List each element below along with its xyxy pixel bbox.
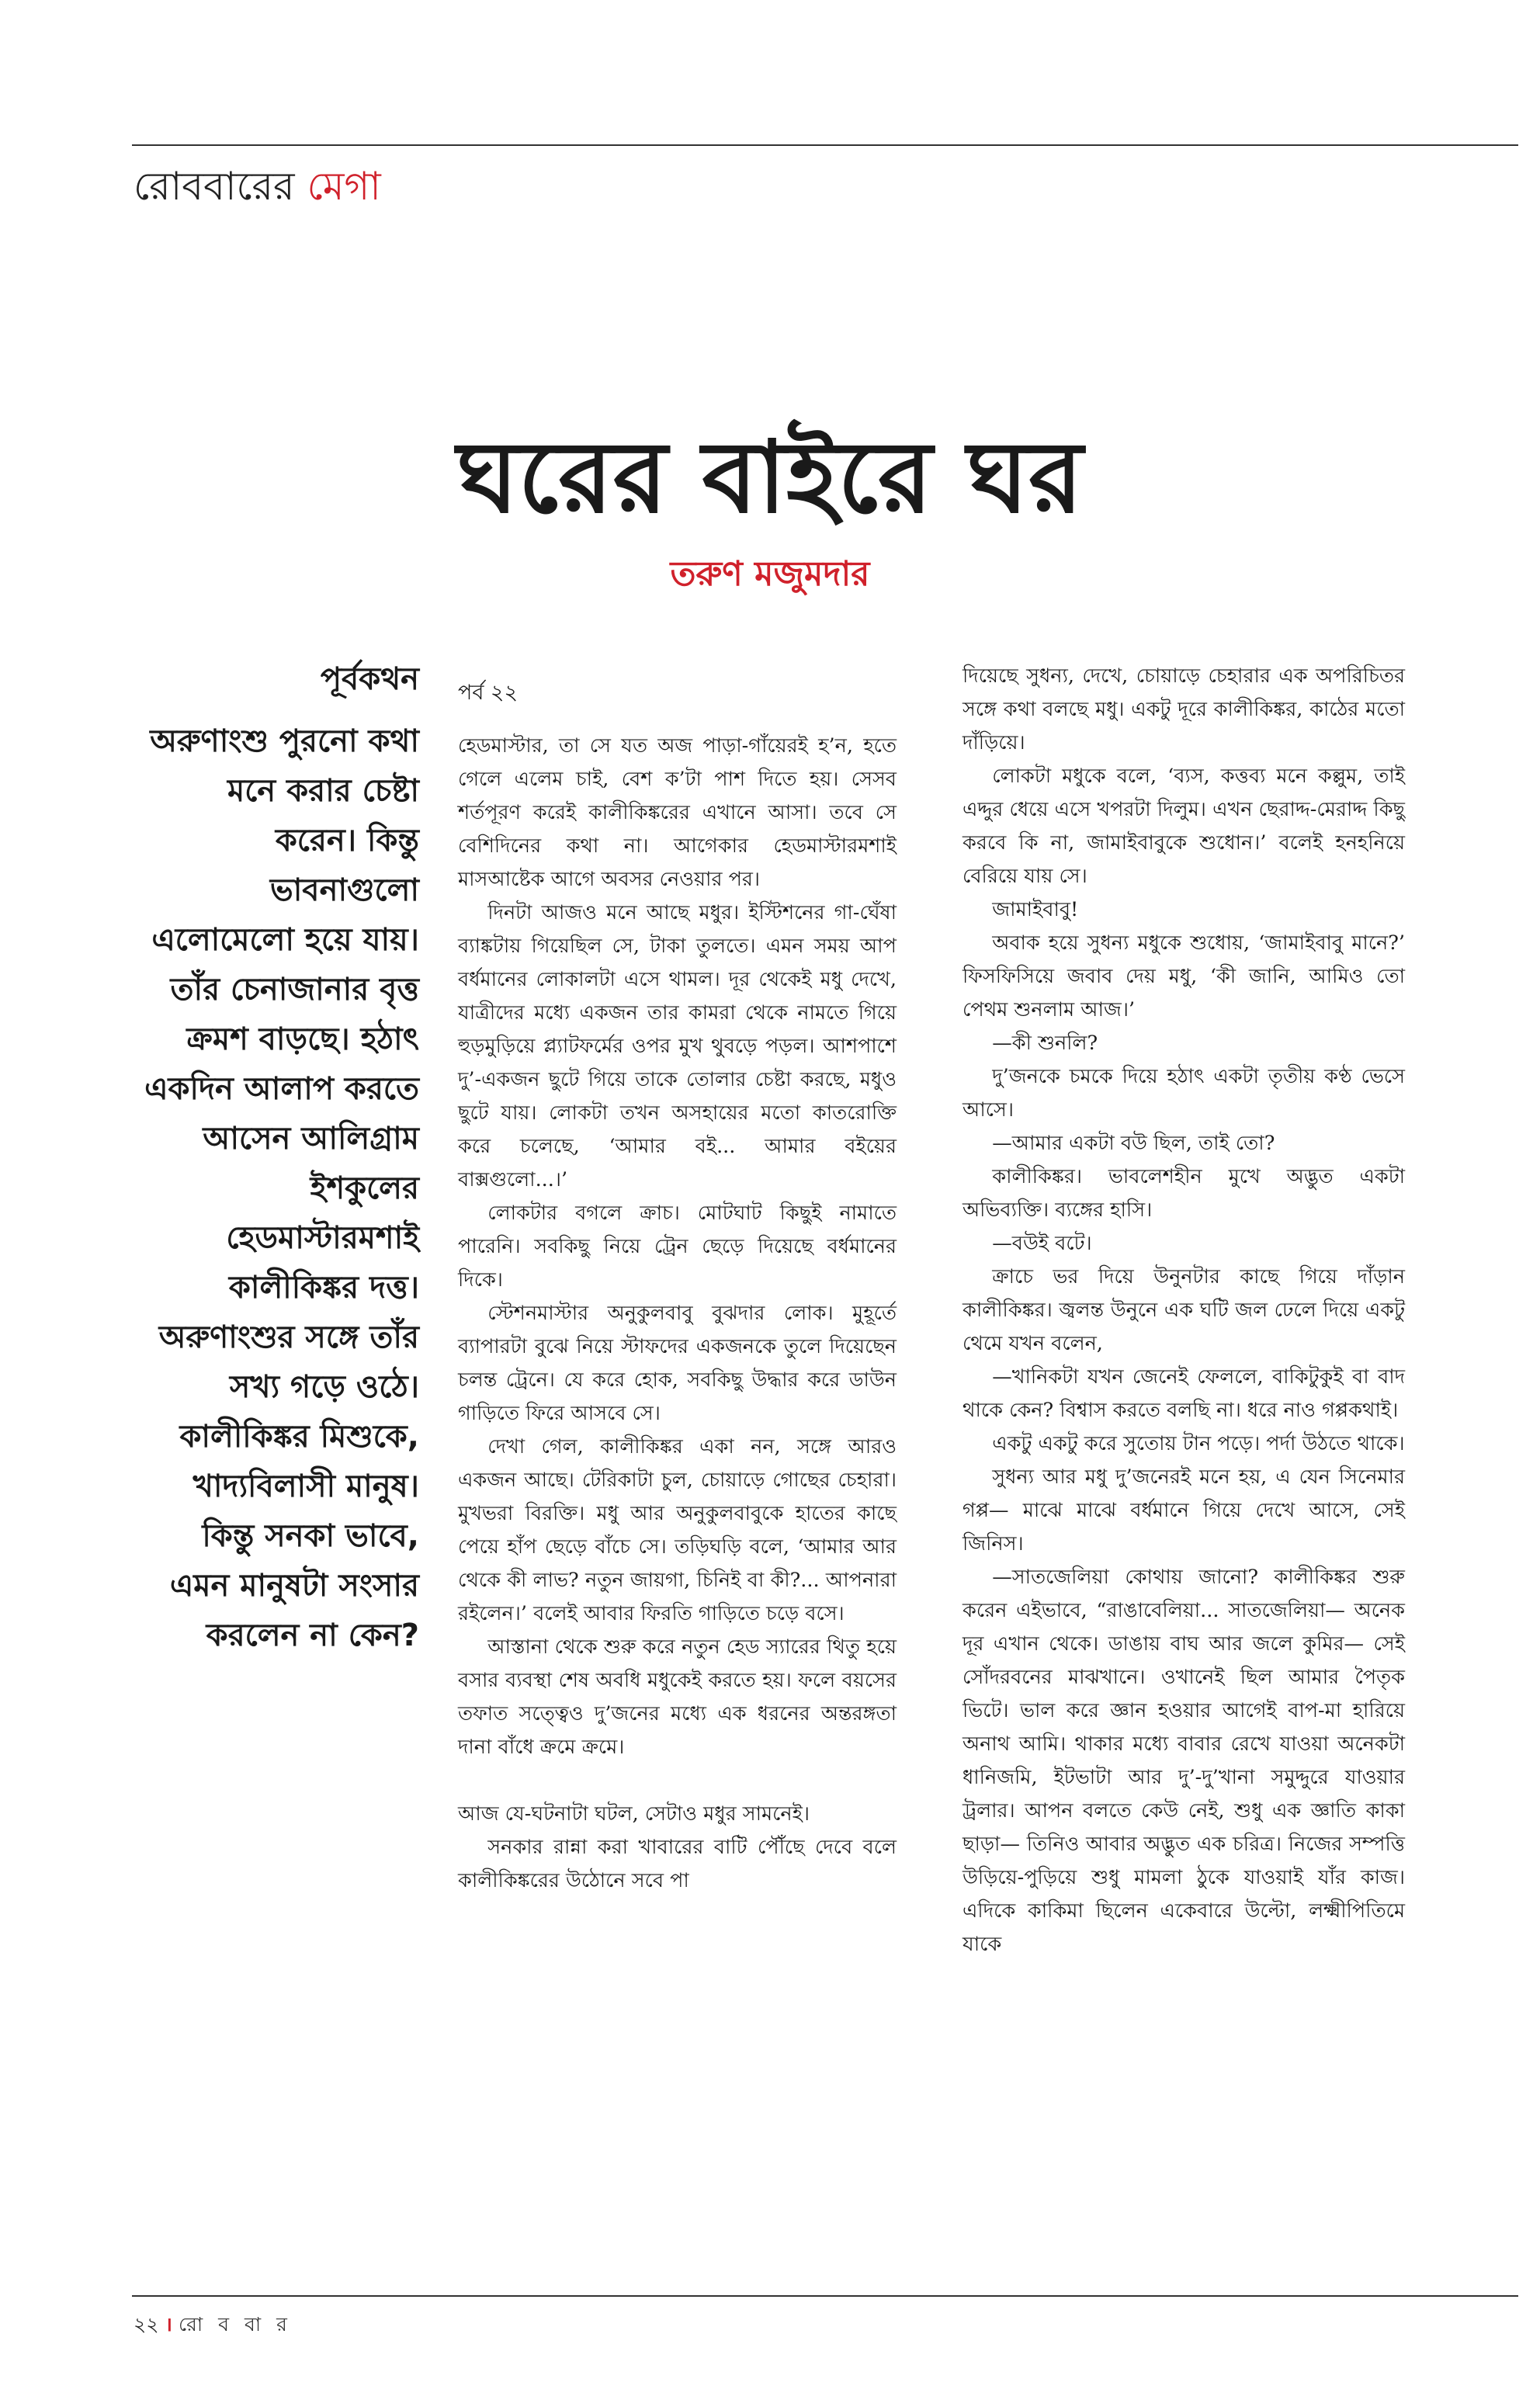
- body-paragraph: লোকটা মধুকে বলে, ‘ব্যস, কত্তব্য মনে কল্লুম, তাই এদ্দুর ধেয়ে এসে খপরটা দিলুম। এখন ছেরাদ্দ-মেরাদ্দ কিছু করবে কি না, জামাইবাবুকে শুধোন।’ বলেই হনহনিয়ে বেরিয়ে যায় সে।: [962, 765, 1405, 888]
- bottom-rule: [132, 2295, 1518, 2297]
- body-paragraph: —খানিকটা যখন জেনেই ফেললে, বাকিটুকুই বা বাদ থাকে কেন? বিশ্বাস করতে বলছি না। ধরে নাও গপ্পকথাই।: [962, 1365, 1405, 1422]
- body-paragraph: সনকার রান্না করা খাবারের বাটি পৌঁছে দেবে বলে কালীকিঙ্করের উঠোনে সবে পা: [458, 1836, 897, 1892]
- section-gap: [458, 1764, 897, 1798]
- body-paragraph: ক্রাচে ভর দিয়ে উনুনটার কাছে গিয়ে দাঁড়ান কালীকিঙ্কর। জ্বলন্ত উনুনে এক ঘটি জল ঢেলে দিয়ে একটু থেমে যখন বলেন,: [962, 1265, 1405, 1355]
- body-paragraph: অবাক হয়ে সুধন্য মধুকে শুধোয়, ‘জামাইবাবু মানে?’ ফিসফিসিয়ে জবাব দেয় মধু, ‘কী জানি, আমিও তো পেথম শুনলাম আজ।’: [962, 931, 1405, 1021]
- body-paragraph: হেডমাস্টার, তা সে যত অজ পাড়া-গাঁয়েরই হ’ন, হতে গেলে এলেম চাই, বেশ ক’টা পাশ দিতে হয়। সেসব শর্তপূরণ করেই কালীকিঙ্করের এখানে আসা। তবে সে বেশিদিনের কথা না। আগেকার হেডমাস্টারমশাই মাসআষ্টেক আগে অবসর নেওয়ার পর।: [458, 734, 897, 891]
- article-column-2: [962, 660, 1405, 1961]
- section-label: [134, 159, 381, 213]
- body-paragraph: আস্তানা থেকে শুরু করে নতুন হেড স্যারের থিতু হয়ে বসার ব্যবস্থা শেষ অবধি মধুকেই করতে হয়। ফলে বয়সের তফাত সত্ত্বেও দু’জনের মধ্যে এক ধরনের অন্তরঙ্গতা দানা বাঁধে ক্রমে ক্রমে।: [458, 1635, 897, 1759]
- summary-box: [140, 656, 419, 1660]
- top-rule: [132, 144, 1518, 146]
- body-paragraph: কালীকিঙ্কর। ভাবলেশহীন মুখে অদ্ভুত একটা অভিব্যক্তি। ব্যঙ্গের হাসি।: [962, 1165, 1405, 1222]
- body-paragraph: দিয়েছে সুধন্য, দেখে, চোয়াড়ে চেহারার এক অপরিচিতর সঙ্গে কথা বলছে মধু। একটু দূরে কালীকিঙ্কর, কাঠের মতো দাঁড়িয়ে।: [962, 664, 1405, 754]
- magazine-name: রো ব বা র: [179, 2313, 292, 2336]
- body-paragraph: —আমার একটা বউ ছিল, তাই তো?: [992, 1132, 1275, 1155]
- page-number: ২২: [134, 2313, 159, 2336]
- body-paragraph: দিনটা আজও মনে আছে মধুর। ইস্টিশনের গা-ঘেঁষা ব্যাঙ্কটায় গিয়েছিল সে, টাকা তুলতে। এমন সময় আপ বর্ধমানের লোকালটা এসে থামল। দূর থেকেই মধু দেখে, যাত্রীদের মধ্যে একজন তার কামরা থেকে নামতে গিয়ে হুড়মুড়িয়ে প্ল্যাটফর্মের ওপর মুখ থুবড়ে পড়ল। আশপাশে দু’-একজন ছুটে গিয়ে তাকে তোলার চেষ্টা করছে, মধুও ছুটে যায়। লোকটা তখন অসহায়ের মতো কাতরোক্তি করে চলেছে, ‘আমার বই... আমার বইয়ের বাক্সগুলো...।’: [458, 901, 897, 1191]
- footer-separator: ।: [165, 2313, 172, 2336]
- body-paragraph: আজ যে-ঘটনাটা ঘটল, সেটাও মধুর সামনেই।: [458, 1802, 810, 1826]
- body-paragraph: দেখা গেল, কালীকিঙ্কর একা নন, সঙ্গে আরও একজন আছে। টেরিকাটা চুল, চোয়াড়ে গোছের চেহারা। মুখভরা বিরক্তি। মধু আর অনুকুলবাবুকে হাতের কাছে পেয়ে হাঁপ ছেড়ে বাঁচে সে। তড়িঘড়ি বলে, ‘আমার আর থেকে কী লাভ? নতুন জায়গা, চিনিই বা কী?... আপনারা রইলেন।’ বলেই আবার ফিরতি গাড়িতে চড়ে বসে।: [458, 1435, 897, 1625]
- body-paragraph: স্টেশনমাস্টার অনুকুলবাবু বুঝদার লোক। মুহূর্তে ব্যাপারটা বুঝে নিয়ে স্টাফদের একজনকে তুলে দিয়েছেন চলন্ত ট্রেনে। যে করে হোক, সবকিছু উদ্ধার করে ডাউন গাড়িতে ফিরে আসবে সে।: [458, 1302, 897, 1425]
- body-paragraph: লোকটার বগলে ক্রাচ। মোটঘাট কিছুই নামাতে পারেনি। সবকিছু নিয়ে ট্রেন ছেড়ে দিয়েছে বর্ধমানের দিকে।: [458, 1202, 897, 1292]
- body-paragraph: —বউই বটে।: [992, 1232, 1092, 1255]
- body-paragraph: —সাতজেলিয়া কোথায় জানো? কালীকিঙ্কর শুরু করেন এইভাবে, “রাঙাবেলিয়া... সাতজেলিয়া— অনেক দূর এখান থেকে। ডাঙায় বাঘ আর জলে কুমির— সেই সোঁদরবনের মাঝখানে। ওখানেই ছিল আমার পৈতৃক ভিটে। ভাল করে জ্ঞান হওয়ার আগেই বাপ-মা হারিয়ে অনাথ আমি। থাকার মধ্যে বাবার রেখে যাওয়া অনেকটা ধানিজমি, ইটভাটা আর দু’-দু’খানা সমুদ্দুরে যাওয়ার ট্রলার। আপন বলতে কেউ নেই, শুধু এক জ্ঞাতি কাকা ছাড়া— তিনিও আবার অদ্ভুত এক চরিত্র। নিজের সম্পত্তি উড়িয়ে-পুড়িয়ে শুধু মামলা ঠুকে যাওয়াই যাঁর কাজ। এদিকে কাকিমা ছিলেন একেবারে উল্টো, লক্ষ্মীপিতিমে যাকে: [962, 1566, 1405, 1956]
- body-paragraph: দু’জনকে চমকে দিয়ে হঠাৎ একটা তৃতীয় কণ্ঠ ভেসে আসে।: [962, 1065, 1405, 1122]
- body-paragraph: —কী শুনলি?: [992, 1032, 1098, 1055]
- body-paragraph: জামাইবাবু!: [992, 898, 1079, 921]
- article-title: ঘরের বাইরে ঘর: [456, 419, 1084, 536]
- section-label-accent: মেগা: [307, 164, 381, 209]
- page-footer: [134, 2311, 292, 2338]
- article-author: তরুণ মজুমদার: [670, 554, 870, 594]
- article-column-1: [458, 675, 897, 1898]
- summary-title: পূর্বকথন: [320, 661, 419, 697]
- summary-text: অরুণাংশু পুরনো কথা মনে করার চেষ্টা করেন। কিন্তু ভাবনাগুলো এলোমেলো হয়ে যায়। তাঁর চেনাজানার বৃত্ত ক্রমশ বাড়ছে। হঠাৎ একদিন আলাপ করতে আসেন আলিগ্রাম ইশকুলের হেডমাস্টারমশাই কালীকিঙ্কর দত্ত। অরুণাংশুর সঙ্গে তাঁর সখ্য গড়ে ওঠে। কালীকিঙ্কর মিশুকে, খাদ্যবিলাসী মানুষ। কিন্তু সনকা ভাবে, এমন মানুষটা সংসার করলেন না কেন?: [144, 723, 419, 1653]
- section-label-plain: রোববারের: [134, 164, 295, 209]
- body-paragraph: সুধন্য আর মধু দু’জনেরই মনে হয়, এ যেন সিনেমার গপ্প— মাঝে মাঝে বর্ধমানে গিয়ে দেখে আসে, সেই জিনিস।: [962, 1465, 1405, 1555]
- episode-label: পর্ব ২২: [458, 681, 519, 705]
- body-paragraph: একটু একটু করে সুতোয় টান পড়ে। পর্দা উঠতে থাকে।: [992, 1432, 1405, 1455]
